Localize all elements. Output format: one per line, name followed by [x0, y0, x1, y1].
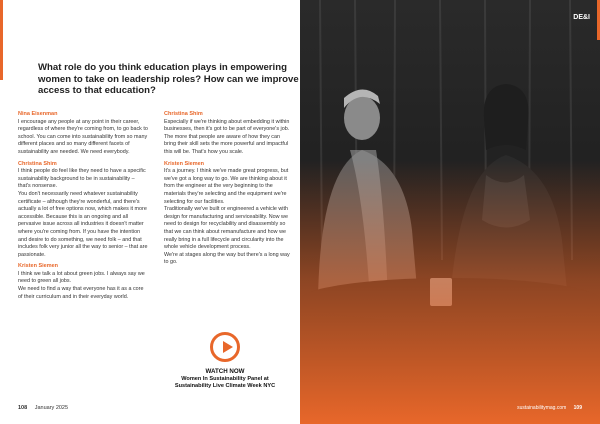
quote-text: It's a journey. I think we've made great progress, but we've got a long way to go. We are thinking about it from the engineer at the very beginning to the materials they're selecting and the equipment we're selecting for our facilities. Traditionally we've built or engineered a vehicle with design for manufacturing and serviceability. Now we need to design for recyclability and disassembly so that we can think about remanufacture and how we really bring in a full lifecycle and circularity into the whole vehicle development process. We're at stages along the way but there's a long way to go. — [164, 168, 290, 266]
play-icon — [223, 341, 233, 353]
watch-subtitle-line: Women In Sustainability Panel at — [181, 376, 269, 382]
accent-bar — [0, 0, 3, 80]
text-column-1 — [18, 111, 148, 301]
issue-date: January 2025 — [34, 405, 69, 411]
text-column-2 — [164, 111, 292, 267]
quote-text: I encourage any people at any point in their career, regardless of where they're coming from, to go back to school. You can come into sustainability from so many different places and so many different facets of sustainability are needed. We need everybody. — [18, 118, 148, 155]
page-headline: What role do you think education plays in empowering women to take on leadership roles? How can we improve access to that education? — [38, 62, 299, 97]
site-url[interactable]: sustainabilitymag.com — [517, 405, 567, 411]
panel-photo — [300, 0, 600, 424]
speaker-name: Christina Shim — [164, 111, 203, 117]
watch-subtitle-line: Sustainability Live Climate Week NYC — [174, 383, 276, 389]
watch-now-title: WATCH NOW — [205, 368, 245, 375]
watch-now-subtitle — [150, 376, 300, 390]
page-number: 108 — [18, 405, 28, 411]
speaker-name: Nina Eisenman — [18, 111, 58, 117]
quote-text: I think we talk a lot about green jobs. I always say we need to green all jobs. We need to find a way that everyone has it as a core of their curriculum and in their everyday world. — [18, 270, 145, 300]
speaker-name: Kristen Siemen — [18, 263, 59, 270]
folio-left — [18, 405, 68, 411]
quote-text: Especially if we're thinking about embedding it within businesses, then it's got to be part of everyone's job. The more that people are aware of how they can bring their skill sets the more powerful and impactful this will be. That's how you scale. — [164, 118, 290, 155]
page-number: 109 — [573, 405, 582, 411]
watch-now-link[interactable] — [150, 332, 300, 390]
speaker-name: Christina Shim — [18, 160, 57, 167]
quote-text: I think people do feel like they need to have a specific sustainability background to be in sustainability – that's nonsense. You don't necessarily need whatever sustainability certificate – although they're wonderful, and there's actually a lot of free options now, which makes it more accessible. Because this is an ongoing and all pervasive issue across all industries it doesn't matter where you're coming from. If you have the intention and desire to do something, we need folk – and that includes folk very junior all the way to senior – that are passionate. — [18, 168, 148, 258]
play-button[interactable] — [210, 332, 240, 362]
section-tag: DE&I — [573, 14, 590, 21]
speaker-name: Kristen Siemen — [164, 160, 205, 167]
right-page — [300, 0, 600, 424]
folio-right — [517, 405, 582, 411]
